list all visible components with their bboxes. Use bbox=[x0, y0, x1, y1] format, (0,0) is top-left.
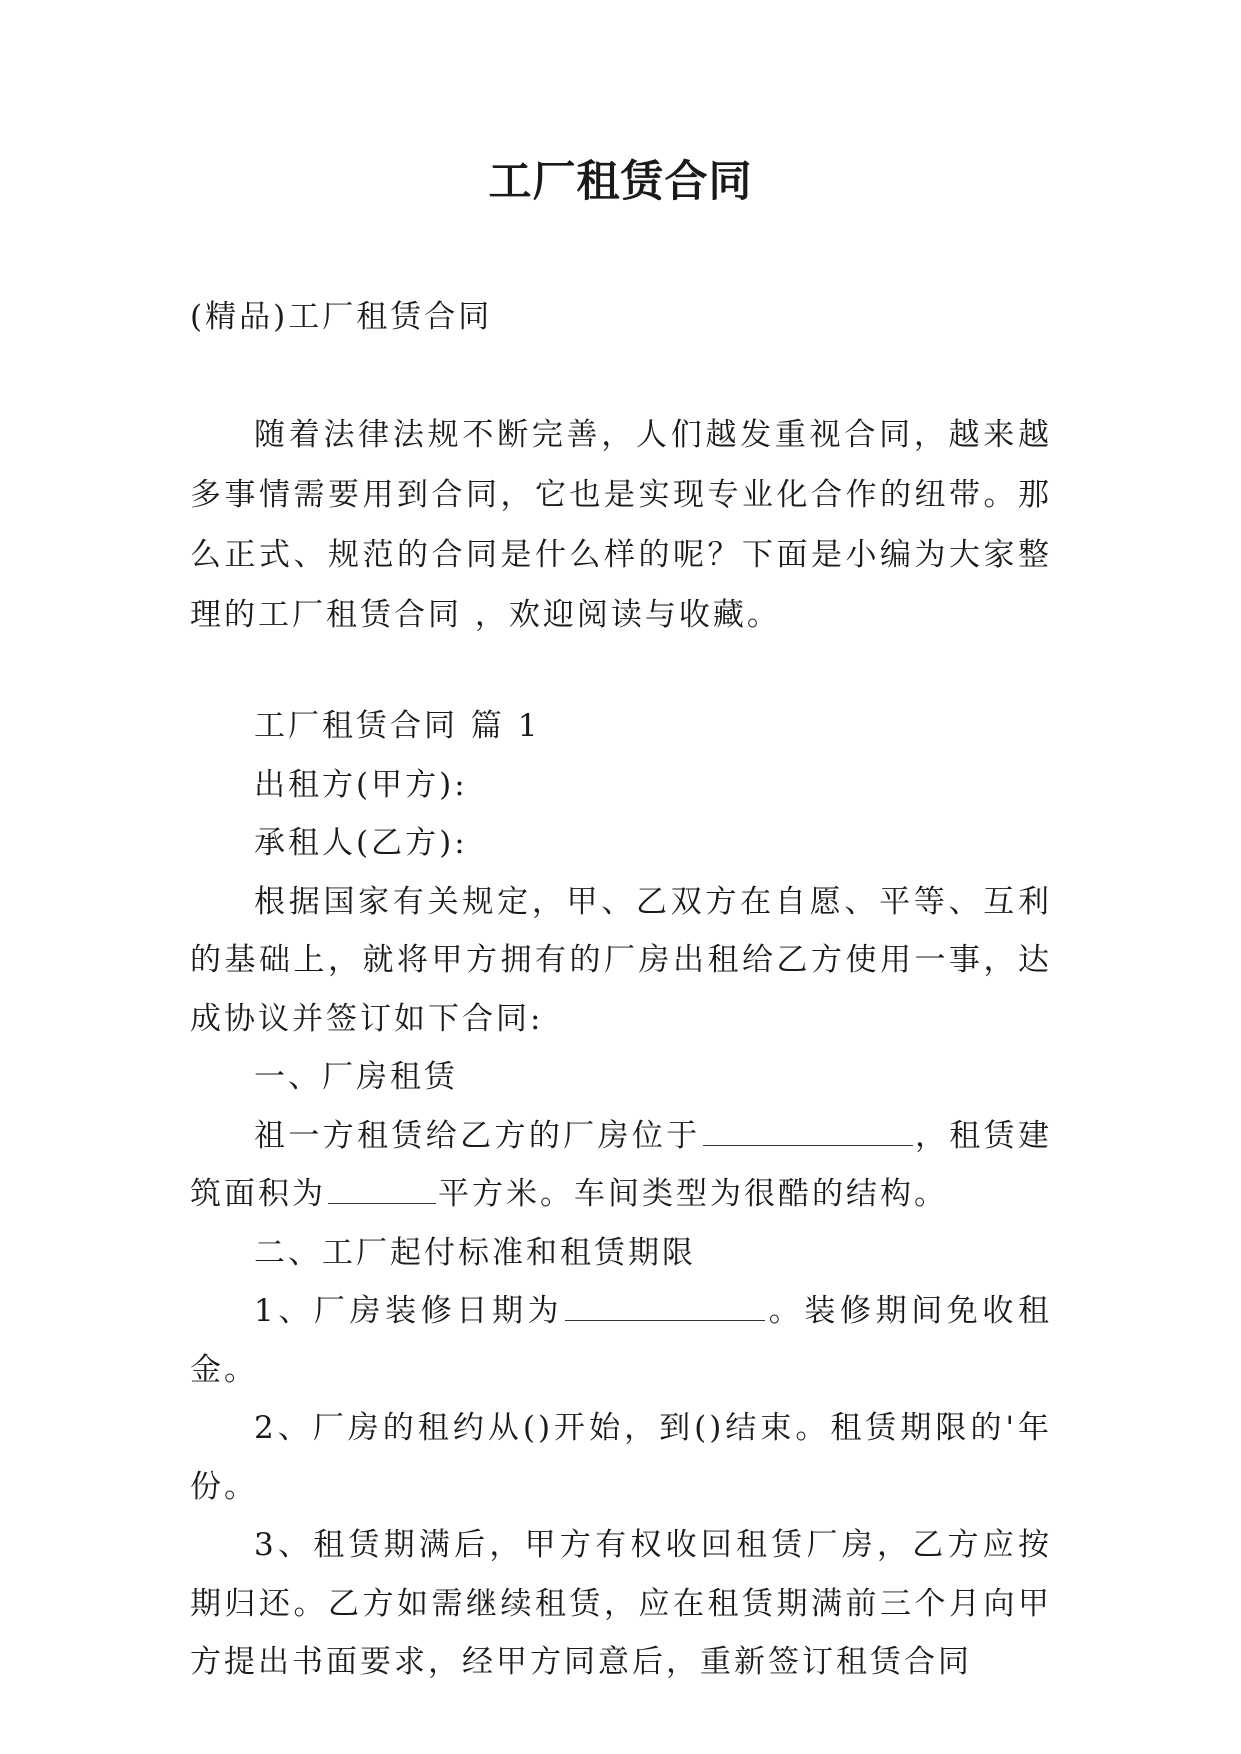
clause-1-text-a: 1、厂房装修日期为 bbox=[254, 1293, 564, 1329]
location-blank bbox=[703, 1121, 913, 1146]
renovation-date-blank bbox=[565, 1296, 765, 1321]
article-2-heading: 二、工厂起付标准和租赁期限 bbox=[254, 1234, 696, 1271]
lessee-label: 承租人(乙方): bbox=[254, 825, 468, 861]
clause-1-paragraph bbox=[190, 1282, 1052, 1399]
area-blank bbox=[328, 1179, 436, 1204]
clause-2-paragraph: 2、厂房的租约从()开始，到()结束。租赁期限的'年份。 bbox=[190, 1410, 1052, 1505]
lessor-label: 出租方(甲方): bbox=[254, 766, 468, 803]
article-1-text-c: 平方米。车间类型为很酷的结构。 bbox=[438, 1176, 948, 1212]
document-subtitle: (精品)工厂租赁合同 bbox=[190, 299, 493, 335]
article-1-heading: 一、厂房租赁 bbox=[254, 1059, 458, 1095]
article-1-text-a: 祖一方租赁给乙方的厂房位于 bbox=[254, 1117, 701, 1154]
clause-1-text-b: 。装修期间免收租金。 bbox=[190, 1293, 1053, 1388]
document-title: 工厂租赁合同 bbox=[488, 157, 753, 207]
clause-3-paragraph: 3、租赁期满后，甲方有权收回租赁厂房，乙方应按期归还。乙方如需继续租赁，应在租赁期满前三个月向甲方提出书面要求，经甲方同意后，重新签订租赁合同 bbox=[190, 1527, 1052, 1680]
contract-body bbox=[190, 697, 1052, 1692]
intro-paragraph: 随着法律法规不断完善，人们越发重视合同，越来越多事情需要用到合同，它也是实现专业化合作的纽带。那么正式、规范的合同是什么样的呢？下面是小编为大家整理的工厂租赁合同 ，欢迎阅读与收藏。 bbox=[190, 417, 1052, 633]
preamble-paragraph: 根据国家有关规定，甲、乙双方在自愿、平等、互利的基础上，就将甲方拥有的厂房出租给乙方使用一事，达成协议并签订如下合同: bbox=[190, 883, 1052, 1037]
section-heading: 工厂租赁合同 篇 1 bbox=[254, 708, 541, 744]
article-1-paragraph bbox=[190, 1107, 1052, 1224]
article-1-text-b: ，租赁建筑面积为 bbox=[190, 1117, 1053, 1212]
